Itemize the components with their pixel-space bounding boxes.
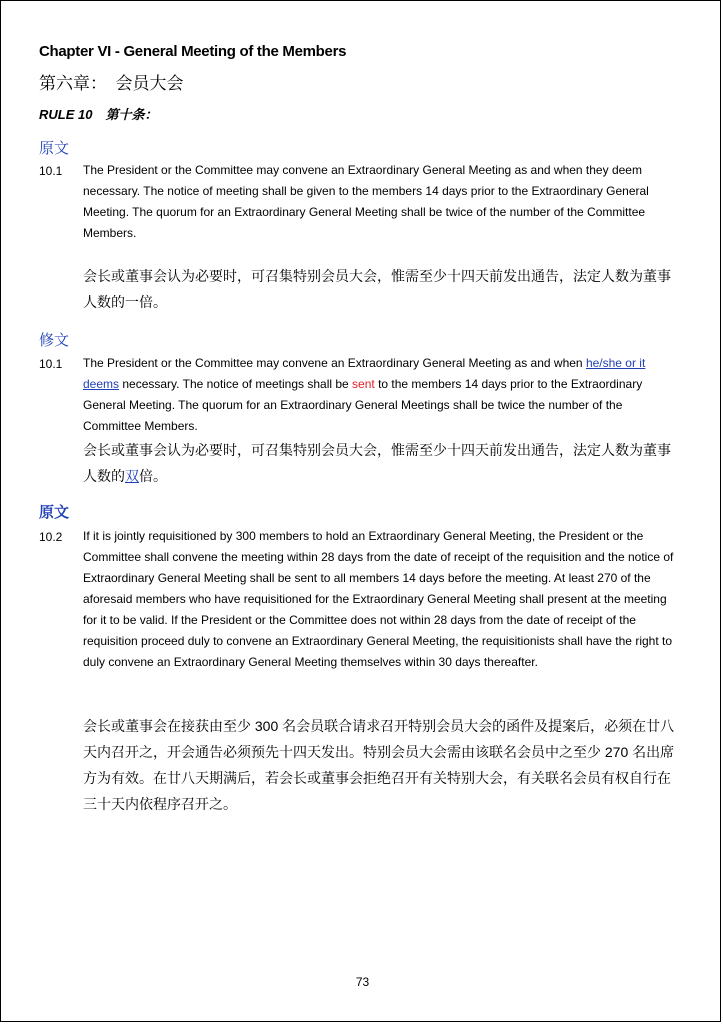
chapter-subtitle: 第六章： 会员大会 bbox=[39, 74, 184, 93]
text-segment: 倍。 bbox=[139, 468, 167, 484]
paragraph-number: 10.2 bbox=[39, 530, 63, 544]
amended-text-red: sent bbox=[352, 377, 375, 391]
paragraph-chinese: 会长或董事会在接获由至少 300 名会员联合请求召开特别会员大会的函件及提案后，必须在廿八天内召开之，开会通告必须预先十四天发出。特别会员大会需由该联名会员中之至少 270 名出席方为有效。在廿八天期满后，若会长或董事会拒绝召开有关特别大会，有关联名会员有权自行在三十天内依程序召开之。 bbox=[83, 718, 675, 812]
paragraph-english-revised bbox=[83, 353, 683, 437]
page-number: 73 bbox=[355, 975, 370, 989]
rule-label: RULE 10 第十条： bbox=[39, 107, 158, 122]
text-segment: to the members 14 days prior to the Extraordinary General Meeting. The quorum for an Extraordinary General Meetings shall be twice the number of the Committee Members. bbox=[83, 377, 643, 433]
amended-text-link[interactable]: 双 bbox=[125, 468, 139, 484]
amended-text-link[interactable]: he/she or it deems bbox=[83, 356, 646, 391]
paragraph-chinese-revised bbox=[83, 437, 683, 489]
section-label-original: 原文 bbox=[39, 140, 70, 157]
paragraph-english: The President or the Committee may convene an Extraordinary General Meeting as and when they deem necessary. The notice of meeting shall be given to the members 14 days prior to the Extraordinary General Meeting. The quorum for an Extraordinary General Meeting shall be twice of the number of the Committee Members. bbox=[83, 163, 649, 240]
text-segment: necessary. The notice of meetings shall be bbox=[119, 377, 353, 391]
paragraph-chinese: 会长或董事会认为必要时，可召集特别会员大会，惟需至少十四天前发出通告，法定人数为董事人数的一倍。 bbox=[83, 268, 671, 310]
text-segment: The President or the Committee may convene an Extraordinary General Meeting as and when bbox=[83, 356, 586, 370]
paragraph-number: 10.1 bbox=[39, 164, 63, 178]
paragraph-english: If it is jointly requisitioned by 300 members to hold an Extraordinary General Meeting, the President or the Committee shall convene the meeting within 28 days from the date of receipt of the requisition and the notice of Extraordinary General Meeting shall be sent to all members 14 days before the meeting. At least 270 of the aforesaid members who have requisitioned for the Extraordinary General Meeting shall present at the meeting for it to be valid. If the President or the Committee does not within 28 days from the date of receipt of the requisition proceed duly to convene an Extraordinary General Meeting, the requisitionists shall have the right to duly convene an Extraordinary General Meeting themselves within 30 days thereafter. bbox=[83, 529, 674, 669]
section-label-original: 原文 bbox=[39, 504, 70, 521]
chapter-title: Chapter VI - General Meeting of the Members bbox=[39, 43, 347, 60]
paragraph-number: 10.1 bbox=[39, 357, 63, 371]
section-label-revised: 修文 bbox=[39, 332, 70, 349]
text-segment: 会长或董事会认为必要时，可召集特别会员大会，惟需至少十四天前发出通告，法定人数为董事人数的 bbox=[83, 442, 671, 484]
